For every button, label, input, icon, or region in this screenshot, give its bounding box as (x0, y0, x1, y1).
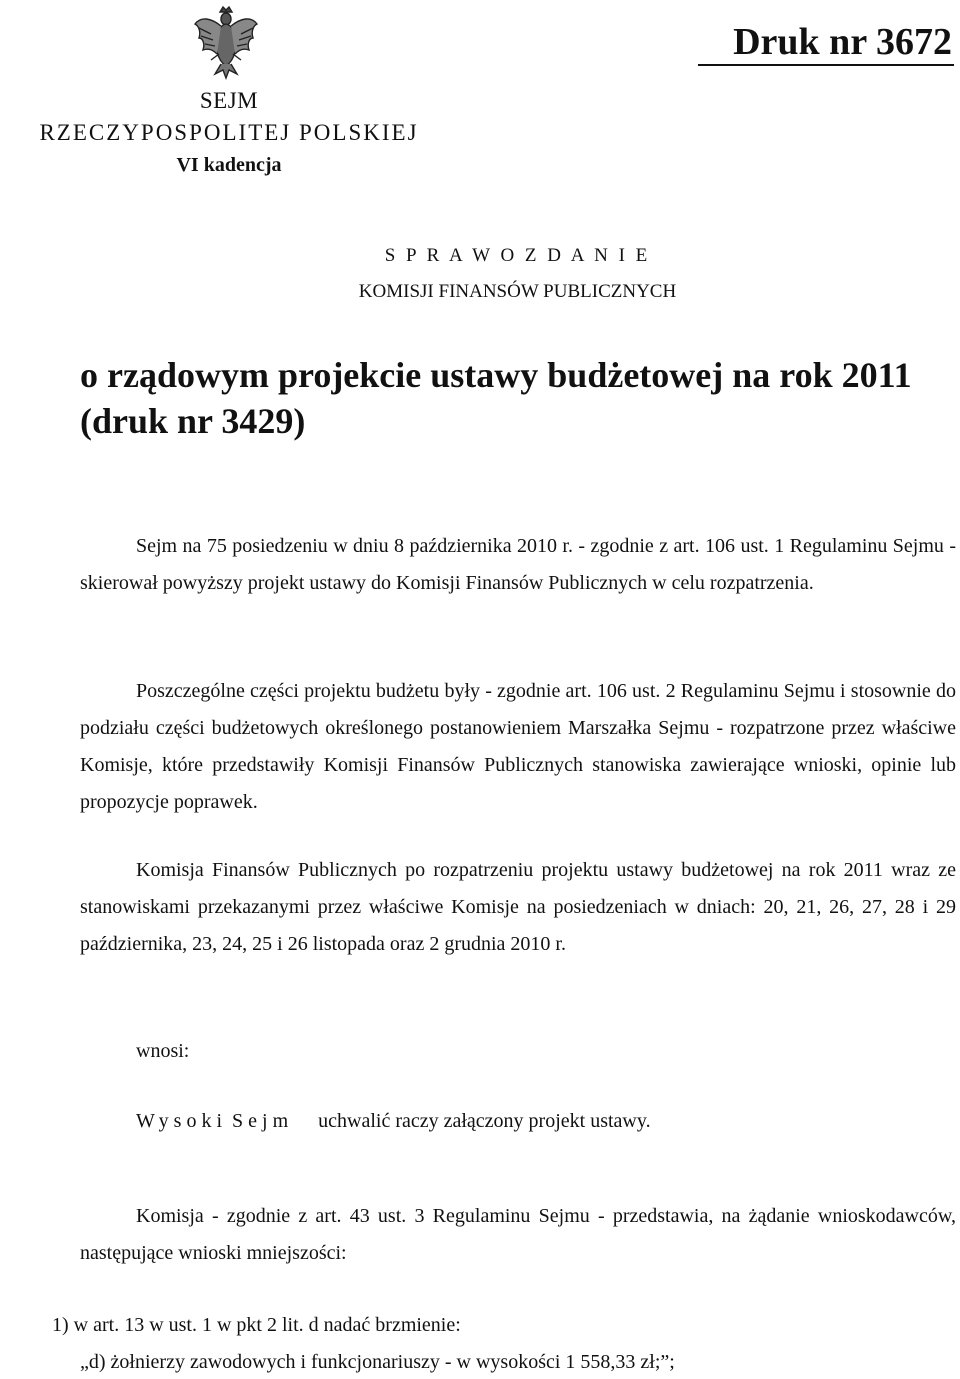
polish-eagle-emblem-icon (193, 4, 259, 80)
paragraph-2: Poszczególne części projektu budżetu były - zgodnie art. 106 ust. 2 Regulaminu Sejmu i stosownie do podziału części budżetowych określonego postanowieniem Marszałka Sejmu - rozpatrzone przez właściwe Komisje, które przedstawiły Komisji Finansów Publicznych stanowiska zawierające wnioski, opinie lub propozycje poprawek. (80, 680, 956, 813)
komisji-heading: KOMISJI FINANSÓW PUBLICZNYCH (358, 281, 677, 302)
report-title: o rządowym projekcie ustawy budżetowej na rok 2011 (druk nr 3429) (80, 355, 912, 441)
amendment-item-1-text: „d) żołnierzy zawodowych i funkcjonariuszy - w wysokości 1 558,33 zł;”; (80, 1351, 675, 1373)
paragraph-3: Komisja Finansów Publicznych po rozpatrzeniu projektu ustawy budżetowej na rok 2011 wraz ze stanowiskami przekazanymi przez właściwe Komisje na posiedzeniach w dniach: 20, 21, 26, 27, 28 i 29 października, 23, 24, 25 i 26 listopada oraz 2 grudnia 2010 r. (80, 859, 956, 955)
kadencja-label: VI kadencja (176, 154, 282, 176)
druk-underline (698, 64, 954, 66)
druk-number: Druk nr 3672 (733, 21, 952, 63)
paragraph-1: Sejm na 75 posiedzeniu w dniu 8 października 2010 r. - zgodnie z art. 106 ust. 1 Regulaminu Sejmu - skierował powyższy projekt ustawy do Komisji Finansów Publicznych w celu rozpatrzenia. (80, 535, 956, 594)
wnosi-label: wnosi: (136, 1040, 190, 1062)
wysoki-word: Wysoki (136, 1110, 228, 1132)
wysoki-sejm-line (136, 1108, 651, 1134)
paragraph-4: Komisja - zgodnie z art. 43 ust. 3 Regulaminu Sejmu - przedstawia, na żądanie wnioskodawców, następujące wnioski mniejszości: (80, 1205, 956, 1264)
uchwalic-text: uchwalić raczy załączony projekt ustawy. (318, 1110, 651, 1132)
sejm-word: Sejm (232, 1110, 294, 1132)
sprawozdanie-heading: S P R A W O Z D A N I E (384, 245, 651, 266)
amendment-item-1: 1) w art. 13 w ust. 1 w pkt 2 lit. d nadać brzmienie: (52, 1314, 461, 1336)
rzeczpospolitej-heading: RZECZYPOSPOLITEJ POLSKIEJ (39, 120, 419, 145)
sejm-heading: SEJM (199, 88, 259, 113)
